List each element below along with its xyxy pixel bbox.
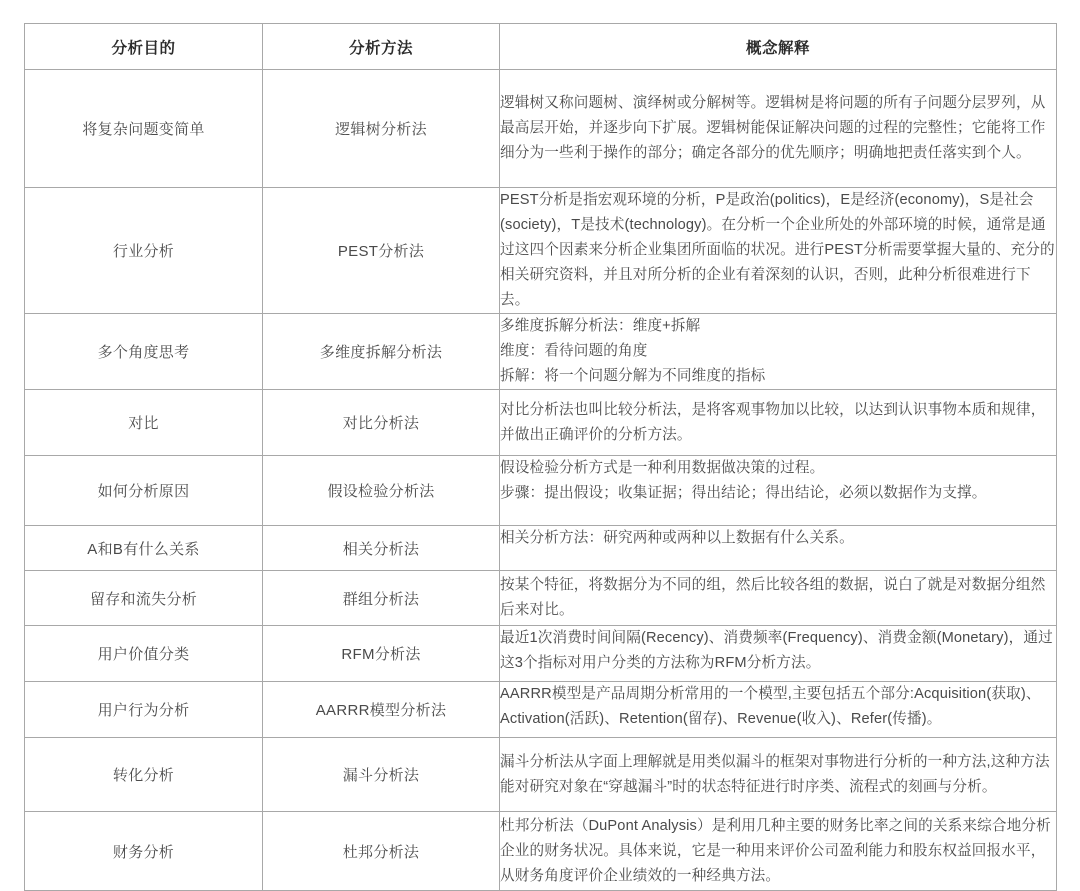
column-header-method: 分析方法: [263, 24, 500, 70]
cell-concept: 逻辑树又称问题树、演绎树或分解树等。逻辑树是将问题的所有子问题分层罗列，从最高层开始，并逐步向下扩展。逻辑树能保证解决问题的过程的完整性；它能将工作细分为一些利于操作的部分；确定各部分的优先顺序；明确地把责任落实到个人。: [500, 70, 1057, 188]
cell-method: PEST分析法: [263, 188, 500, 314]
cell-concept: 最近1次消费时间间隔(Recency)、消费频率(Frequency)、消费金额(Monetary)，通过这3个指标对用户分类的方法称为RFM分析方法。: [500, 626, 1057, 682]
column-header-concept: 概念解释: [500, 24, 1057, 70]
table-row: [25, 314, 1057, 390]
table-row: [25, 526, 1057, 571]
table-header-row: [25, 24, 1057, 70]
cell-method: 漏斗分析法: [263, 738, 500, 812]
cell-concept: AARRR模型是产品周期分析常用的一个模型,主要包括五个部分:Acquisition(获取)、Activation(活跃)、Retention(留存)、Revenue(收入)、Refer(传播)。: [500, 682, 1057, 738]
table-row: [25, 456, 1057, 526]
cell-purpose: 多个角度思考: [25, 314, 263, 390]
table-row: [25, 390, 1057, 456]
table-row: [25, 626, 1057, 682]
cell-method: 杜邦分析法: [263, 812, 500, 891]
cell-purpose: 用户行为分析: [25, 682, 263, 738]
table-row: [25, 70, 1057, 188]
table-row: [25, 738, 1057, 812]
column-header-purpose: 分析目的: [25, 24, 263, 70]
cell-purpose: 留存和流失分析: [25, 571, 263, 626]
table-header: [25, 24, 1057, 70]
table-row: [25, 812, 1057, 891]
cell-purpose: 财务分析: [25, 812, 263, 891]
cell-purpose: 行业分析: [25, 188, 263, 314]
cell-method: 相关分析法: [263, 526, 500, 571]
cell-concept: 相关分析方法：研究两种或两种以上数据有什么关系。: [500, 526, 1057, 571]
cell-concept: 漏斗分析法从字面上理解就是用类似漏斗的框架对事物进行分析的一种方法,这种方法能对研究对象在“穿越漏斗”时的状态特征进行时序类、流程式的刻画与分析。: [500, 738, 1057, 812]
cell-concept: 杜邦分析法（DuPont Analysis）是利用几种主要的财务比率之间的关系来综合地分析企业的财务状况。具体来说，它是一种用来评价公司盈利能力和股东权益回报水平，从财务角度评价企业绩效的一种经典方法。: [500, 812, 1057, 891]
table-row: [25, 571, 1057, 626]
cell-method: 群组分析法: [263, 571, 500, 626]
cell-purpose: 将复杂问题变简单: [25, 70, 263, 188]
cell-method: 多维度拆解分析法: [263, 314, 500, 390]
table-row: [25, 188, 1057, 314]
cell-purpose: 转化分析: [25, 738, 263, 812]
cell-method: 假设检验分析法: [263, 456, 500, 526]
cell-method: AARRR模型分析法: [263, 682, 500, 738]
cell-method: 逻辑树分析法: [263, 70, 500, 188]
analysis-methods-table-container: [24, 23, 1056, 891]
cell-purpose: 用户价值分类: [25, 626, 263, 682]
cell-purpose: A和B有什么关系: [25, 526, 263, 571]
cell-concept: PEST分析是指宏观环境的分析，P是政治(politics)，E是经济(economy)，S是社会(society)，T是技术(technology)。在分析一个企业所处的外部环境的时候，通常是通过这四个因素来分析企业集团所面临的状况。进行PEST分析需要掌握大量的、充分的相关研究资料，并且对所分析的企业有着深刻的认识，否则，此种分析很难进行下去。: [500, 188, 1057, 314]
cell-concept: 多维度拆解分析法：维度+拆解 维度：看待问题的角度 拆解：将一个问题分解为不同维度的指标: [500, 314, 1057, 390]
table-row: [25, 682, 1057, 738]
analysis-methods-table: [24, 23, 1057, 891]
cell-concept: 对比分析法也叫比较分析法，是将客观事物加以比较，以达到认识事物本质和规律，并做出正确评价的分析方法。: [500, 390, 1057, 456]
table-body: [25, 70, 1057, 891]
cell-concept: 按某个特征，将数据分为不同的组，然后比较各组的数据，说白了就是对数据分组然后来对比。: [500, 571, 1057, 626]
cell-concept: 假设检验分析方式是一种利用数据做决策的过程。 步骤：提出假设；收集证据；得出结论；得出结论，必须以数据作为支撑。: [500, 456, 1057, 526]
cell-method: 对比分析法: [263, 390, 500, 456]
cell-purpose: 如何分析原因: [25, 456, 263, 526]
cell-purpose: 对比: [25, 390, 263, 456]
cell-method: RFM分析法: [263, 626, 500, 682]
